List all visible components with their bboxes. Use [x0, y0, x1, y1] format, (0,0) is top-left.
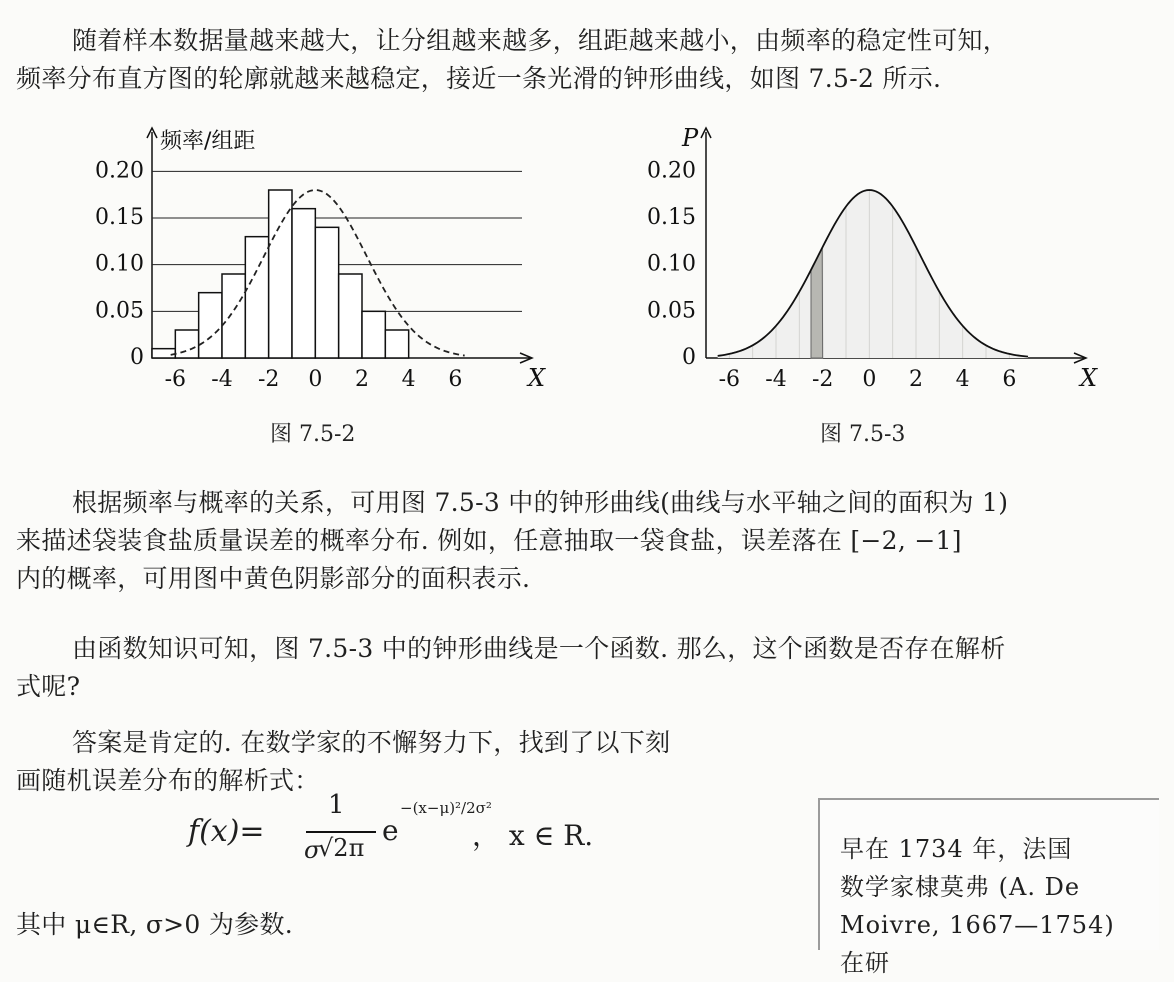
formula-fraction-bar — [306, 831, 376, 833]
histogram-bar-6 — [269, 190, 292, 358]
history-sidebox — [818, 798, 1159, 977]
sidebox-line-1: 早在 1734 年，法国 — [840, 835, 1073, 863]
histogram-bar-7 — [292, 209, 315, 358]
histogram-bar-1 — [152, 349, 175, 358]
density-caption: 图 7.5-3 — [820, 422, 906, 447]
density-y-tick-label-4: 0.20 — [647, 158, 696, 184]
histogram-x-axis-label: X — [528, 364, 546, 392]
formula-exponential-base: e — [382, 814, 399, 847]
density-y-tick-label-0: 0 — [682, 345, 696, 370]
density-y-tick-label-3: 0.15 — [647, 205, 696, 230]
density-x-tick-label-1: -4 — [765, 367, 787, 392]
histogram-bar-10 — [362, 311, 385, 358]
histogram-bar-4 — [222, 274, 245, 358]
parameter-note: 其中 μ∈R, σ>0 为参数. — [16, 910, 294, 939]
relation-line-1: 根据频率与概率的关系，可用图 7.5-3 中的钟形曲线(曲线与水平轴之间的面积为 1) — [72, 488, 1009, 517]
density-chart — [647, 124, 1098, 394]
histogram-x-tick-label-0: -6 — [164, 367, 187, 392]
histogram-y-tick-label-1: 0.05 — [95, 298, 144, 324]
histogram-x-tick-label-1: -4 — [211, 367, 233, 392]
answer-line-2: 画随机误差分布的解析式： — [16, 766, 320, 795]
density-x-axis-label: X — [1080, 364, 1098, 392]
sidebox-line-2: 数学家棣莫弗 (A. De — [840, 873, 1081, 901]
histogram-bar-9 — [339, 274, 362, 358]
density-y-tick-label-1: 0.05 — [647, 298, 696, 324]
question-line-2: 式呢? — [16, 672, 81, 701]
histogram-bar-2 — [175, 330, 198, 358]
histogram-bar-11 — [385, 330, 408, 358]
density-y-axis-label: P — [682, 124, 699, 152]
histogram-caption: 图 7.5-2 — [270, 422, 356, 447]
histogram-y-tick-label-2: 0.10 — [95, 251, 144, 277]
histogram-bar-8 — [315, 227, 338, 358]
formula-exponent: −(x−μ)²/2σ² — [400, 799, 492, 817]
relation-paragraph — [16, 484, 1164, 598]
density-area-fill — [718, 190, 1028, 358]
sidebox-line-3: Moivre, 1667—1754) 在研 — [840, 911, 1115, 977]
density-x-tick-label-3: 0 — [862, 367, 877, 392]
function-question-paragraph — [16, 630, 1164, 706]
histogram-x-tick-label-3: 0 — [308, 367, 323, 392]
answer-paragraph — [16, 724, 1164, 800]
relation-line-2: 来描述袋装食盐质量误差的概率分布. 例如，任意抽取一袋食盐，误差落在 [−2, −1] — [16, 526, 962, 555]
histogram-chart — [95, 124, 546, 394]
relation-line-3: 内的概率，可用图中黄色阴影部分的面积表示. — [16, 564, 531, 593]
intro-paragraph — [16, 22, 1164, 98]
histogram-y-tick-label-0: 0 — [130, 345, 144, 370]
formula-denominator-root: √2π — [318, 834, 365, 862]
histogram-x-tick-label-6: 6 — [448, 367, 463, 392]
density-x-tick-label-2: -2 — [811, 367, 834, 392]
histogram-x-tick-label-4: 2 — [355, 367, 369, 392]
normal-density-formula — [188, 790, 608, 880]
formula-denominator-sigma: σ — [304, 836, 321, 864]
answer-line-1: 答案是肯定的. 在数学家的不懈努力下，找到了以下刻 — [72, 728, 671, 757]
histogram-x-tick-label-2: -2 — [257, 367, 280, 392]
density-x-tick-label-0: -6 — [718, 367, 741, 392]
formula-numerator: 1 — [328, 790, 345, 820]
histogram-y-tick-label-3: 0.15 — [95, 205, 144, 230]
density-y-tick-label-2: 0.10 — [647, 251, 696, 277]
intro-line-1: 随着样本数据量越来越大，让分组越来越多，组距越来越小，由频率的稳定性可知， — [72, 26, 1009, 55]
histogram-x-tick-label-5: 4 — [401, 367, 416, 392]
formula-domain: ， x ∈ R. — [472, 819, 594, 852]
histogram-y-axis-label: 频率/组距 — [160, 129, 256, 154]
history-sidebox-text — [840, 830, 1140, 982]
density-x-tick-label-4: 2 — [909, 367, 923, 392]
histogram-bar-3 — [199, 293, 222, 358]
question-line-1: 由函数知识可知，图 7.5-3 中的钟形曲线是一个函数. 那么，这个函数是否存在解析 — [72, 634, 1006, 663]
formula-function-label: f(x)= — [188, 814, 265, 849]
density-x-tick-label-6: 6 — [1002, 367, 1017, 392]
density-x-tick-label-5: 4 — [955, 367, 970, 392]
histogram-y-tick-label-4: 0.20 — [95, 158, 144, 184]
density-shaded-region — [811, 248, 823, 358]
intro-line-2: 频率分布直方图的轮廓就越来越稳定，接近一条光滑的钟形曲线，如图 7.5-2 所示. — [16, 64, 942, 93]
